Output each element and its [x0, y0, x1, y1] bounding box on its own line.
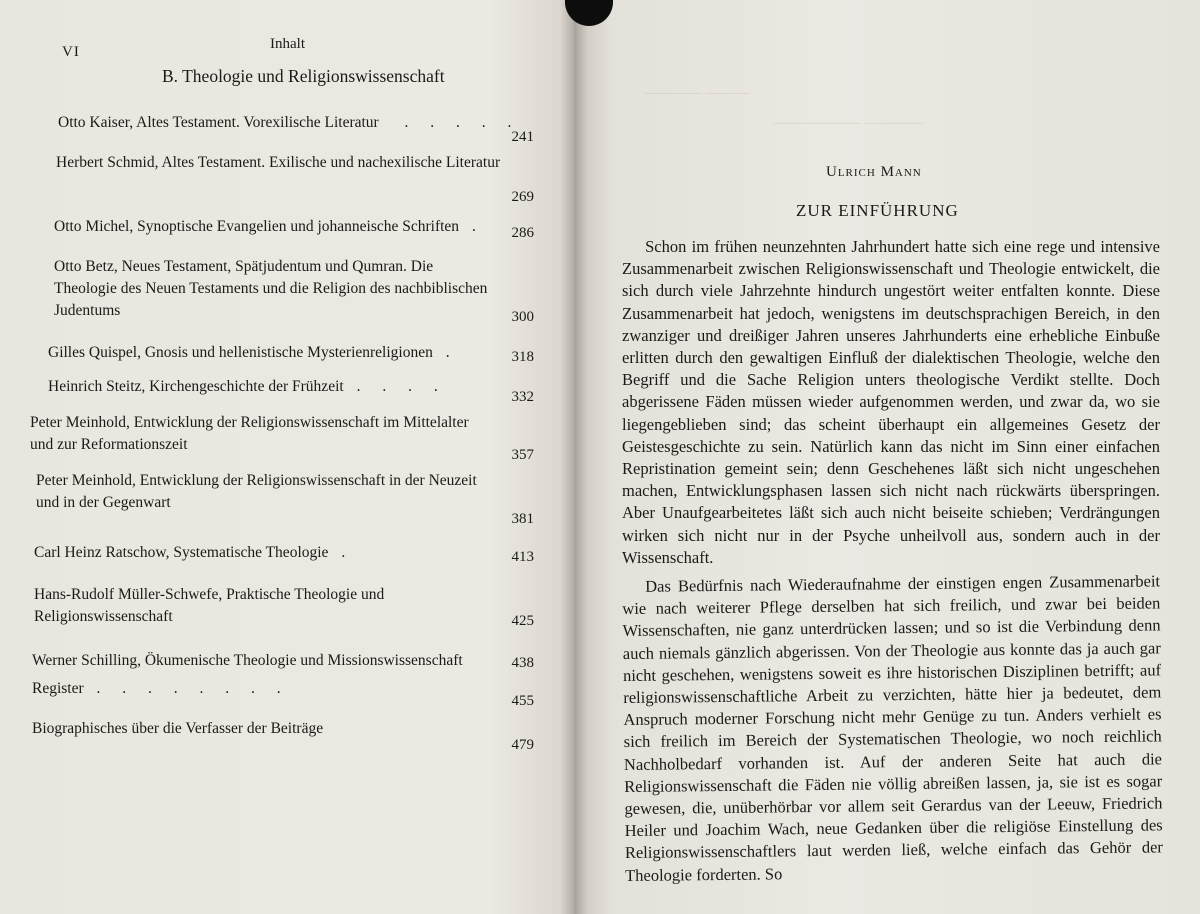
toc-entry: Heinrich Steitz, Kirchengeschichte der Frühzeit . . . . 332	[54, 376, 534, 398]
show-through-text: ____________ ________	[774, 110, 923, 126]
essay-author: Ulrich Mann	[826, 164, 922, 180]
toc-entry	[36, 470, 534, 527]
toc-page-number: 318	[511, 349, 534, 365]
toc-entry-text: Hans-Rudolf Müller-Schwefe, Praktische Theologie und Religionswissenschaft	[34, 586, 385, 625]
toc-entry-text: Gilles Quispel, Gnosis und hellenistische Mysterienreligionen	[48, 344, 433, 361]
essay-title: ZUR EINFÜHRUNG	[796, 201, 959, 220]
toc-page-number: 332	[511, 389, 534, 405]
toc-page-number: 269	[511, 189, 534, 205]
toc-entry: Otto Kaiser, Altes Testament. Vorexilische Literatur . . . . . 241	[54, 112, 534, 142]
running-head: Inhalt	[270, 36, 305, 52]
toc-entry	[30, 412, 534, 463]
body-paragraph: Das Bedürfnis nach Wiederaufnahme der einstigen engen Zusammenarbeit wie nach weiterer Pflege derselben hat sich freilich, und zwar bei beiden Wissenschaften, nie ganz unterdrücken lassen; und so ist die Verbindung denn auch niemals gänzlich abgerissen. Von der Theologie aus konnte das ja auch gar nicht geschehen, wenigstens soweit es ihre historischen Disziplinen betrifft; auf religionswissenschaftliche Arbeit zu verzichten, hätte hier ja bedeutet, dem Anspruch moderner Forschung nicht mehr Genüge zu tun. Anders verhielt es sich freilich im Bereich der Systematischen Theologie, wo noch reichlich Nachholbedarf vorhanden ist. Auf der anderen Seite hat auch die Religionswissenschaft die Fäden nie völlig abreißen lassen, ja, sie ist es sogar gewesen, die, unüberhörbar vor allem seit Gerardus van der Leeuw, Friedrich Heiler und Joachim Wach, neue Gedanken über die religiöse Einstellung des Religionswissenschaftlers laut werden ließ, welche einfach das Gehör der Theologie forderten. So	[622, 571, 1163, 885]
toc-entry	[32, 718, 534, 753]
toc-page-number: 413	[511, 549, 534, 565]
toc-entry: Gilles Quispel, Gnosis und hellenistische Mysterienreligionen . 318	[54, 342, 534, 364]
gutter-shadow	[560, 0, 588, 914]
section-heading: B. Theologie und Religionswissenschaft	[162, 66, 445, 86]
toc-page-number: 300	[511, 309, 534, 325]
toc-entry-text: Herbert Schmid, Altes Testament. Exilische und nachexilische Literatur	[56, 154, 501, 171]
toc-page-number: 381	[511, 511, 534, 527]
toc-entry-text: Otto Michel, Synoptische Evangelien und johanneische Schriften	[54, 218, 460, 235]
toc-page-number: 425	[511, 613, 534, 629]
toc-entry-text: Peter Meinhold, Entwicklung der Religionswissenschaft im Mittelalter und zur Reformationszeit	[30, 414, 469, 453]
toc-entry-text: Register	[32, 680, 84, 697]
toc-entry-text: Heinrich Steitz, Kirchengeschichte der Frühzeit	[48, 378, 344, 395]
page-number: VI	[62, 44, 80, 60]
toc-page-number: 286	[511, 225, 534, 241]
toc-entry	[32, 650, 534, 672]
body-paragraph: Schon im frühen neunzehnten Jahrhundert hatte sich eine rege und intensive Zusammenarbeit zwischen Religionswissenschaft und Theologie entwickelt, die sich durch viele Jahrzehnte hindurch ungestört weiter entfalten konnte. Diese Zusammenarbeit hat jedoch, wenigstens im deutschsprachigen Bereich, in den zwanziger und dreißiger Jahren unseres Jahrhunderts eine erhebliche Einbuße erlitten durch den gewaltigen Einfluß der dialektischen Theologie, welche den Begriff und die Sache Religion unters theologische Verdikt stellte. Doch abgerissene Fäden müssen wieder aufgenommen werden, und zwar da, wo sie liegengeblieben sind; das scheint überhaupt ein allgemeines Gesetz der Geistesgeschichte zu sein. Natürlich kann das nicht im Sinn einer einfachen Repristination gemeint sein; denn Geschehenes läßt sich nicht ungeschehen machen, Entwicklungsphasen lassen sich nicht nach rückwärts überspringen. Aber Unaufgearbeitetes läßt sich auch nicht beiseite schieben; Verdrängungen wirken sich nicht nur in der Psyche unheilvoll aus, sondern auch in der Wissenschaft.	[622, 237, 1160, 567]
toc-entry: Carl Heinz Ratschow, Systematische Theologie . 413	[54, 542, 534, 564]
toc-entry	[54, 152, 534, 206]
left-page	[0, 0, 574, 914]
toc-entry-text: Carl Heinz Ratschow, Systematische Theologie	[34, 544, 329, 561]
toc-page-number: 241	[511, 129, 534, 145]
toc-page-number: 479	[511, 737, 534, 753]
toc-entry-text: Otto Betz, Neues Testament, Spätjudentum und Qumran. Die Theologie des Neuen Testaments und die Religion des nachbiblischen Judentums	[54, 258, 488, 319]
toc-entry-text: Otto Kaiser, Altes Testament. Vorexilische Literatur	[58, 114, 379, 131]
toc-entry: Register . . . . . . . . 455	[54, 678, 534, 702]
toc-page-number: 455	[511, 693, 534, 709]
toc-entry-text: Werner Schilling, Ökumenische Theologie und Missionswissenschaft	[32, 652, 463, 669]
toc-page-number: 357	[511, 447, 534, 463]
toc-entry	[34, 584, 534, 634]
show-through-text: ________ ______	[644, 80, 750, 96]
toc-entry	[54, 256, 534, 325]
toc-page-number: 438	[511, 655, 534, 671]
toc-entry-text: Biographisches über die Verfasser der Beiträge	[32, 720, 324, 737]
toc-entry-text: Peter Meinhold, Entwicklung der Religionswissenschaft in der Neuzeit und in der Gegenwart	[36, 472, 477, 511]
toc-entry: Otto Michel, Synoptische Evangelien und johanneische Schriften . 286	[54, 216, 534, 242]
